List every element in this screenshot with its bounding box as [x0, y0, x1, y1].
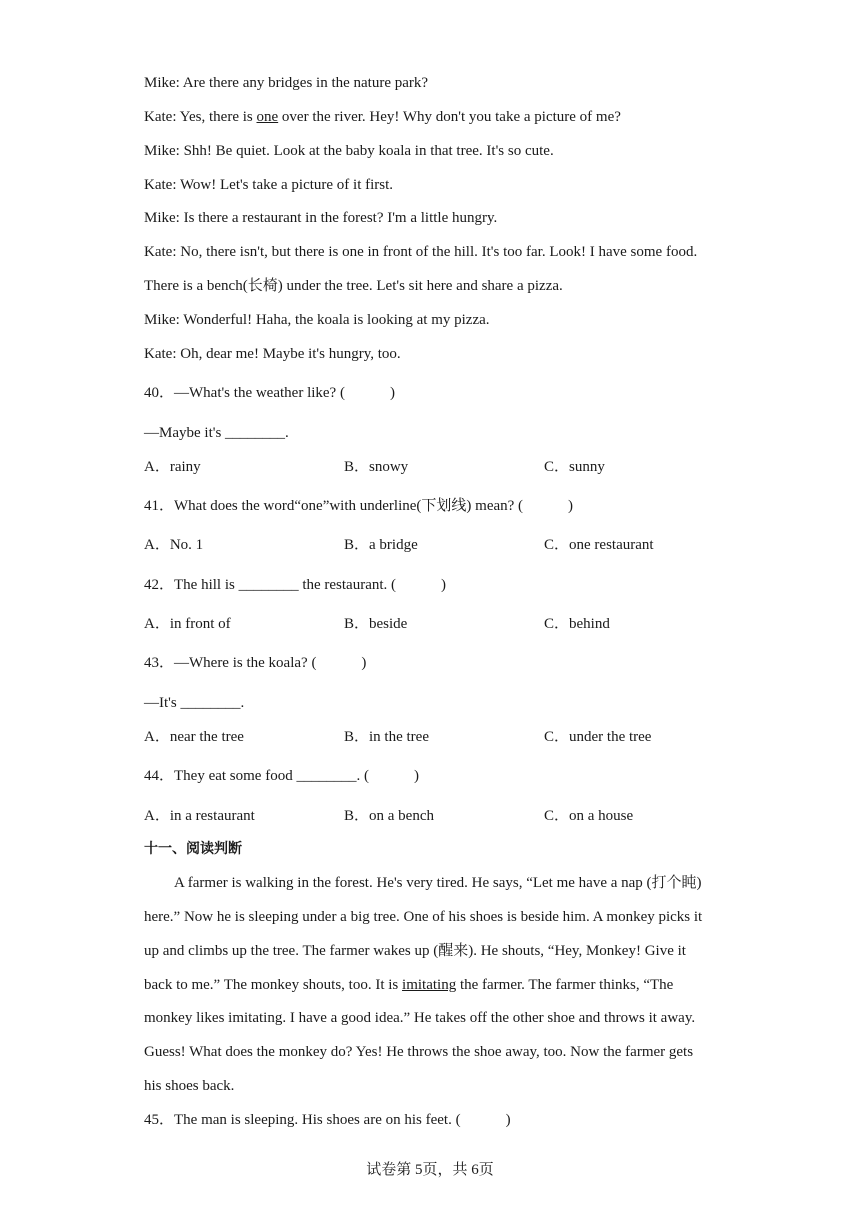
- option-a[interactable]: A．in front of: [144, 616, 231, 632]
- dialogue-line: Mike: Shh! Be quiet. Look at the baby koala in that tree. It's so cute.: [144, 143, 554, 159]
- option-b[interactable]: B．snowy: [344, 459, 409, 475]
- passage-line: his shoes back.: [144, 1078, 235, 1094]
- dialogue-line: Mike: Wonderful! Haha, the koala is looking at my pizza.: [144, 312, 490, 328]
- passage-line: A farmer is walking in the forest. He's very tired. He says, “Let me have a nap (打个盹): [174, 875, 702, 891]
- passage-line: Guess! What does the monkey do? Yes! He throws the shoe away, too. Now the farmer gets: [144, 1044, 694, 1060]
- question-42-stem: 42．The hill is ________ the restaurant. ( ): [144, 577, 447, 593]
- dialogue-line: There is a bench(长椅) under the tree. Let's sit here and share a pizza.: [144, 278, 563, 294]
- option-b[interactable]: B．a bridge: [344, 537, 418, 553]
- option-c[interactable]: C．under the tree: [544, 729, 652, 745]
- passage-line: up and climbs up the tree. The farmer wakes up (醒来). He shouts, “Hey, Monkey! Give it: [144, 943, 686, 959]
- passage-line: here.” Now he is sleeping under a big tree. One of his shoes is beside him. A monkey picks it: [144, 909, 703, 925]
- question-40-stem: 40．—What's the weather like? ( ): [144, 385, 395, 401]
- option-a[interactable]: A．near the tree: [144, 729, 244, 745]
- dialogue-line: Kate: Yes, there is one over the river. Hey! Why don't you take a picture of me?: [144, 109, 621, 125]
- question-40-sub: —Maybe it's ________.: [144, 425, 289, 441]
- option-c[interactable]: C．sunny: [544, 459, 605, 475]
- passage-line: monkey likes imitating. I have a good idea.” He takes off the other shoe and throws it away.: [144, 1010, 696, 1026]
- dialogue-line: Kate: Wow! Let's take a picture of it first.: [144, 177, 394, 193]
- underlined-word: imitating: [402, 977, 457, 993]
- dialogue-line: Mike: Are there any bridges in the nature park?: [144, 75, 429, 91]
- option-b[interactable]: B．in the tree: [344, 729, 429, 745]
- option-b[interactable]: B．beside: [344, 616, 408, 632]
- option-c[interactable]: C．behind: [544, 616, 610, 632]
- option-a[interactable]: A．No. 1: [144, 537, 204, 553]
- question-43-stem: 43．—Where is the koala? ( ): [144, 655, 367, 671]
- passage-line: back to me.” The monkey shouts, too. It is imitating the farmer. The farmer thinks, “The: [144, 977, 674, 993]
- underlined-word: one: [256, 109, 279, 125]
- question-45-stem: 45．The man is sleeping. His shoes are on his feet. ( ): [144, 1112, 511, 1128]
- question-43-sub: —It's ________.: [144, 695, 245, 711]
- section-title: 十一、阅读判断: [144, 841, 242, 857]
- option-a[interactable]: A．in a restaurant: [144, 808, 255, 824]
- option-c[interactable]: C．one restaurant: [544, 537, 654, 553]
- question-44-stem: 44．They eat some food ________. ( ): [144, 768, 419, 784]
- dialogue-line: Kate: No, there isn't, but there is one in front of the hill. It's too far. Look! I have some food.: [144, 244, 698, 260]
- question-41-stem: 41．What does the word“one”with underline(下划线) mean? ( ): [144, 498, 574, 514]
- page-footer: 试卷第 5页，共 6页: [366, 1162, 494, 1178]
- option-b[interactable]: B．on a bench: [344, 808, 434, 824]
- option-a[interactable]: A．rainy: [144, 459, 201, 475]
- dialogue-line: Kate: Oh, dear me! Maybe it's hungry, too.: [144, 346, 401, 362]
- dialogue-line: Mike: Is there a restaurant in the forest? I'm a little hungry.: [144, 210, 498, 226]
- option-c[interactable]: C．on a house: [544, 808, 634, 824]
